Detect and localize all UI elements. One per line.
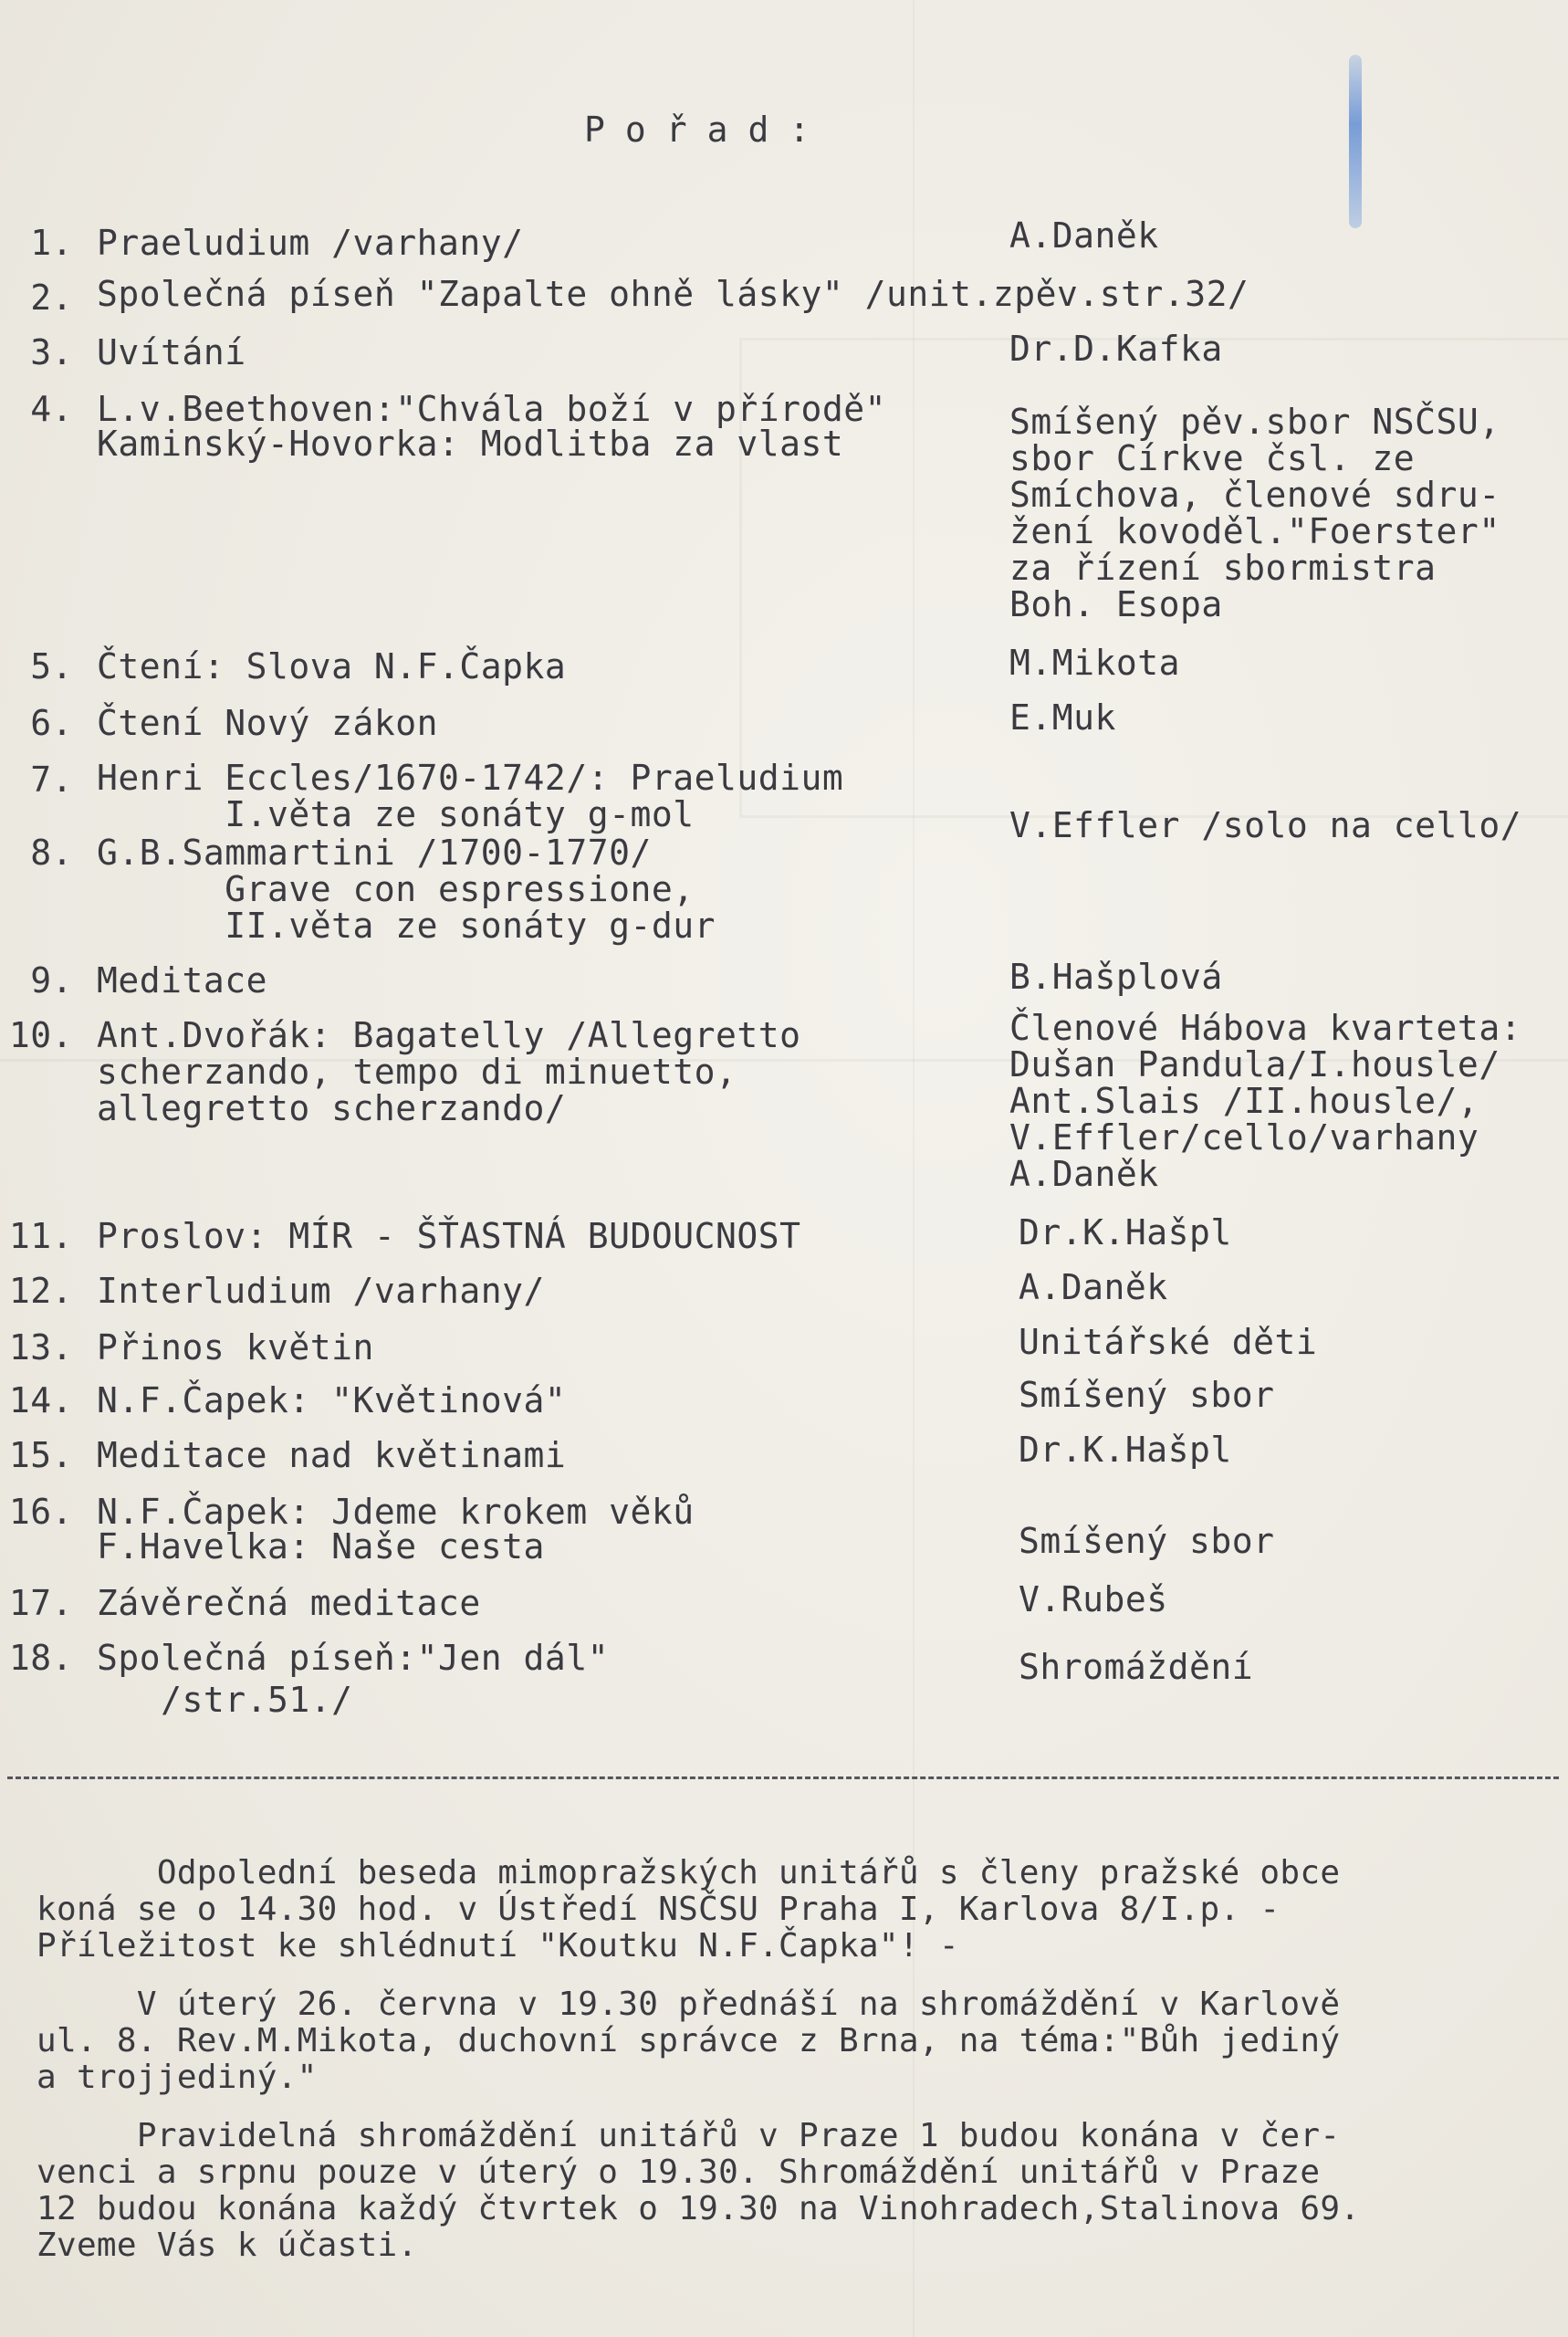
item-number: 9. [30, 960, 73, 1001]
item-text: N.F.Čapek: Jdeme krokem věků [97, 1492, 695, 1532]
note-line: V úterý 26. června v 19.30 přednáší na shromáždění v Karlově [37, 1986, 1341, 2023]
item-text: Grave con espressione, [97, 869, 695, 909]
item-text: Interludium /varhany/ [97, 1271, 545, 1311]
item-number: 11. [8, 1216, 73, 1256]
item-performer: V.Rubeš [1019, 1579, 1168, 1619]
item-text: Společná píseň:"Jen dál" [97, 1638, 610, 1678]
item-number: 14. [8, 1380, 73, 1420]
item-number: 4. [30, 389, 73, 429]
item-text: Čtení Nový zákon [97, 703, 439, 743]
item-performer: žení kovoděl."Foerster" [1009, 511, 1500, 551]
item-performer: Smíšený sbor [1019, 1375, 1275, 1415]
item-number: 10. [8, 1015, 73, 1055]
item-performer: A.Daněk [1019, 1267, 1168, 1307]
item-performer: Dr.K.Hašpl [1019, 1212, 1232, 1252]
item-text: I.věta ze sonáty g-mol [97, 794, 695, 834]
item-performer: M.Mikota [1009, 643, 1181, 683]
item-text: Praeludium /varhany/ [97, 223, 524, 263]
note-line: venci a srpnu pouze v úterý o 19.30. Shromáždění unitářů v Praze [37, 2154, 1321, 2191]
item-text: G.B.Sammartini /1700-1770/ [97, 833, 652, 873]
note-line: 12 budou konána každý čtvrtek o 19.30 na Vinohradech,Stalinova 69. [37, 2190, 1361, 2227]
item-text: Proslov: MÍR - ŠŤASTNÁ BUDOUCNOST [97, 1216, 801, 1256]
item-number: 13. [8, 1327, 73, 1368]
item-text: Přinos květin [97, 1327, 374, 1368]
item-performer: A.Daněk [1009, 215, 1159, 256]
item-performer: Smíšený sbor [1019, 1521, 1275, 1561]
item-text: Meditace [97, 960, 268, 1001]
item-performer: Shromáždění [1019, 1647, 1254, 1687]
item-number: 6. [30, 703, 73, 743]
item-text: Ant.Dvořák: Bagatelly /Allegretto [97, 1015, 801, 1055]
item-number: 8. [30, 833, 73, 873]
item-text: Henri Eccles/1670-1742/: Praeludium [97, 758, 844, 798]
item-performer: Unitářské děti [1019, 1322, 1318, 1362]
item-text: L.v.Beethoven:"Chvála boží v přírodě" [97, 389, 886, 429]
dashed-divider [7, 1776, 1559, 1779]
item-text: F.Havelka: Naše cesta [97, 1526, 545, 1567]
note-line: koná se o 14.30 hod. v Ústředí NSČSU Praha I, Karlova 8/I.p. - [37, 1891, 1281, 1928]
blue-pen-mark [1349, 55, 1362, 228]
item-performer: za řízení sbormistra [1009, 548, 1437, 588]
note-line: Odpolední beseda mimopražských unitářů s členy pražské obce [37, 1854, 1341, 1892]
item-number: 2. [30, 278, 73, 318]
note-line: Pravidelná shromáždění unitářů v Praze 1 budou konána v čer- [37, 2117, 1341, 2154]
note-line: ul. 8. Rev.M.Mikota, duchovní správce z Brna, na téma:"Bůh jediný [37, 2022, 1341, 2059]
item-performer: Ant.Slais /II.housle/, [1009, 1081, 1479, 1121]
item-number: 16. [8, 1492, 73, 1532]
item-number: 17. [8, 1583, 73, 1623]
item-text: N.F.Čapek: "Květinová" [97, 1380, 567, 1420]
item-performer: sbor Církve čsl. ze [1009, 438, 1416, 478]
item-number: 18. [8, 1638, 73, 1678]
item-performer: Dr.D.Kafka [1009, 329, 1223, 369]
item-number: 5. [30, 646, 73, 686]
item-performer: E.Muk [1009, 697, 1116, 738]
note-line: Zveme Vás k účasti. [37, 2227, 418, 2264]
item-performer: A.Daněk [1009, 1154, 1159, 1194]
item-number: 7. [30, 760, 73, 800]
item-performer: Členové Hábova kvarteta: [1009, 1008, 1522, 1048]
item-performer: Dušan Pandula/I.housle/ [1009, 1044, 1500, 1085]
item-text: Společná píseň "Zapalte ohně lásky" /unit.zpěv.str.32/ [97, 274, 1249, 314]
item-number: 12. [8, 1271, 73, 1311]
item-text: Závěrečná meditace [97, 1583, 481, 1623]
item-performer: B.Hašplová [1009, 957, 1223, 997]
note-line: Příležitost ke shlédnutí "Koutku N.F.Čapka"! - [37, 1927, 959, 1965]
item-performer: Smíchova, členové sdru- [1009, 475, 1500, 515]
item-text: Uvítání [97, 332, 246, 372]
item-text: scherzando, tempo di minuetto, [97, 1052, 737, 1092]
item-performer: V.Effler/cello/varhany [1009, 1117, 1479, 1158]
note-line: a trojjediný." [37, 2059, 318, 2096]
item-text: Meditace nad květinami [97, 1435, 567, 1475]
item-text: Čtení: Slova N.F.Čapka [97, 646, 567, 686]
item-text: /str.51./ [97, 1680, 353, 1720]
item-performer: Dr.K.Hašpl [1019, 1430, 1232, 1470]
item-performer: Smíšený pěv.sbor NSČSU, [1009, 402, 1500, 442]
item-number: 15. [8, 1435, 73, 1475]
item-text: Kaminský-Hovorka: Modlitba za vlast [97, 424, 844, 464]
item-number: 3. [30, 332, 73, 372]
page-title: Pořad: [584, 110, 831, 150]
item-performer: V.Effler /solo na cello/ [1009, 805, 1522, 845]
item-number: 1. [30, 223, 73, 263]
item-text: allegretto scherzando/ [97, 1088, 567, 1128]
item-performer: Boh. Esopa [1009, 584, 1223, 624]
item-text: II.věta ze sonáty g-dur [97, 906, 716, 946]
